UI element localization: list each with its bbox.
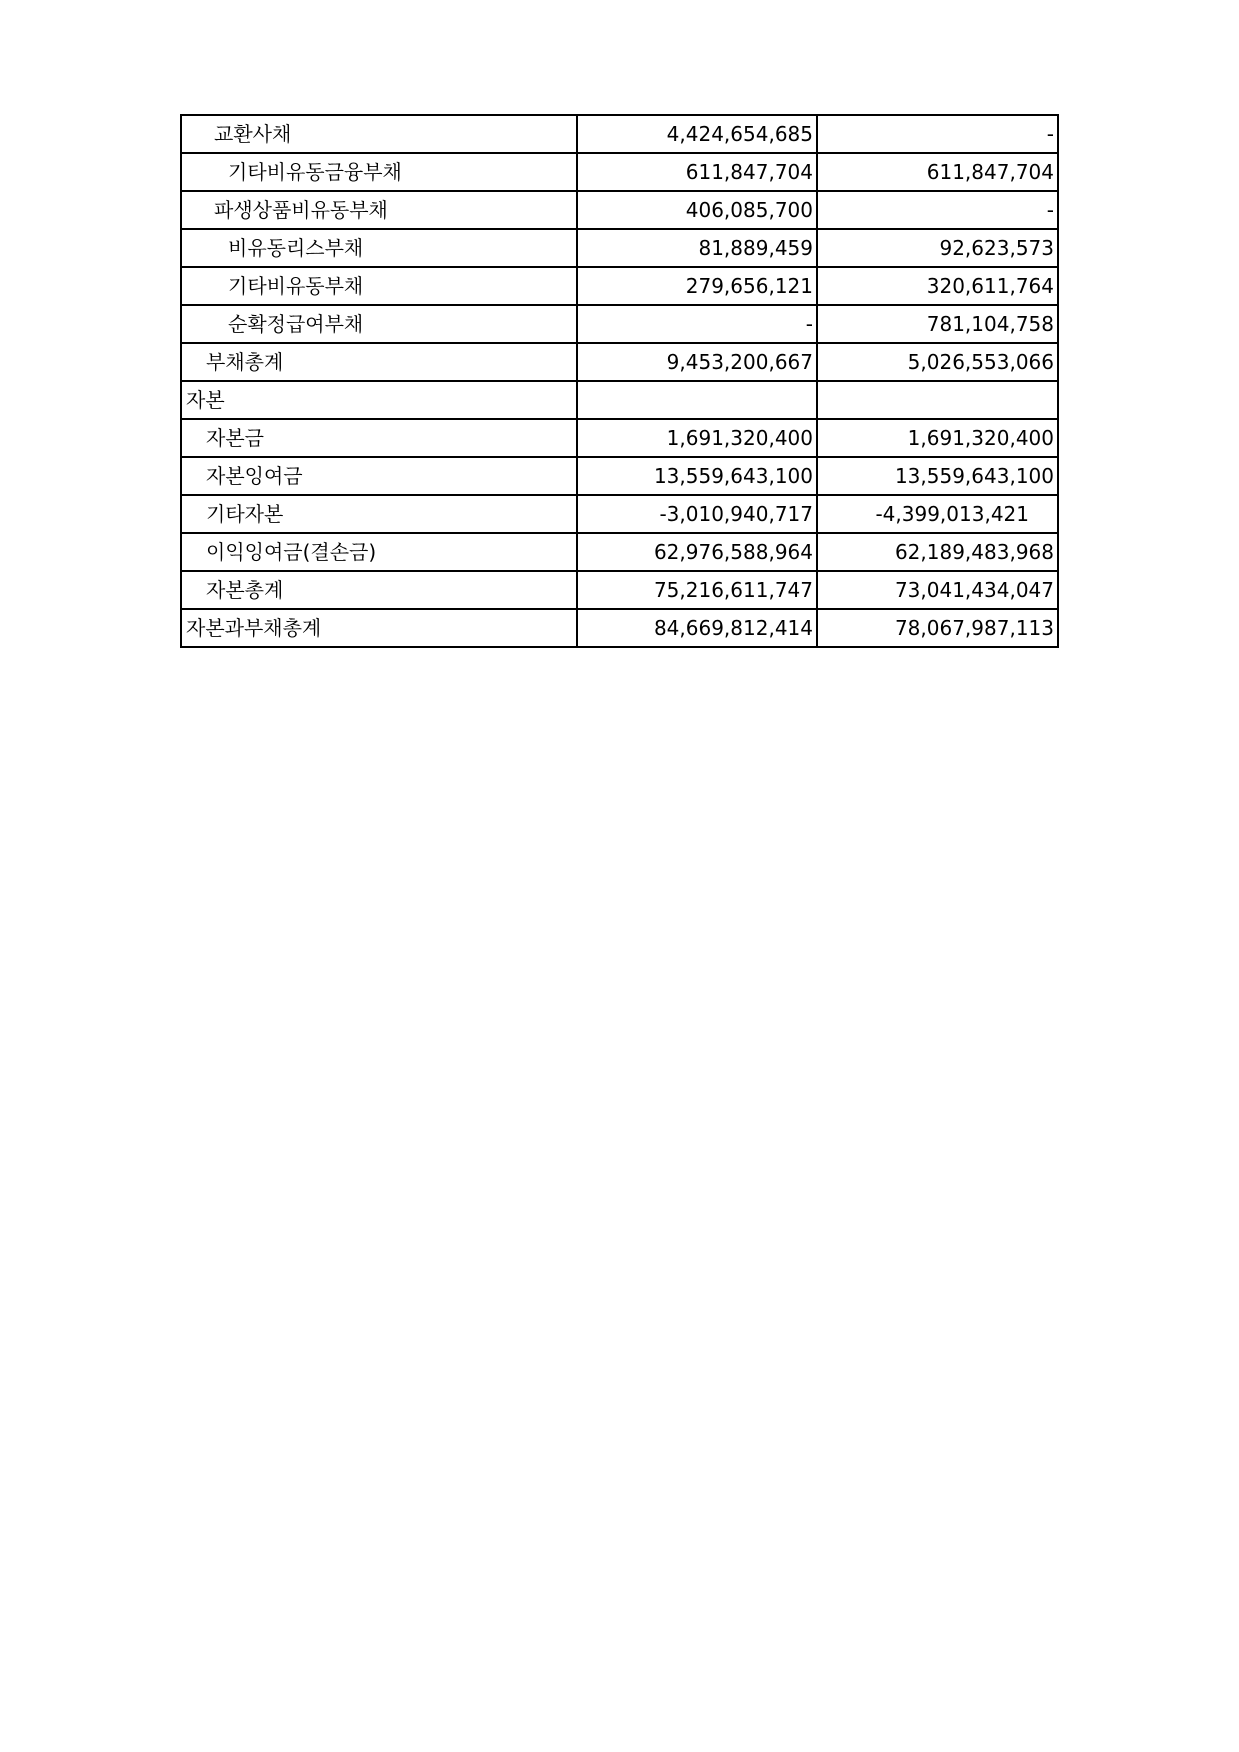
current-period-value: -3,010,940,717: [577, 495, 817, 533]
current-period-value: 62,976,588,964: [577, 533, 817, 571]
row-label: 기타비유동부채: [181, 267, 577, 305]
row-label: 이익잉여금(결손금): [181, 533, 577, 571]
current-period-value: 13,559,643,100: [577, 457, 817, 495]
prior-period-value: 320,611,764: [817, 267, 1058, 305]
row-label: 부채총계: [181, 343, 577, 381]
table-row: [181, 343, 1058, 381]
current-period-value: -: [577, 305, 817, 343]
table-row: [181, 153, 1058, 191]
row-label: 기타자본: [181, 495, 577, 533]
prior-period-value: 1,691,320,400: [817, 419, 1058, 457]
current-period-value: 84,669,812,414: [577, 609, 817, 647]
row-label: 자본과부채총계: [181, 609, 577, 647]
current-period-value: 75,216,611,747: [577, 571, 817, 609]
prior-period-value: -: [817, 115, 1058, 153]
prior-period-value: -4,399,013,421: [817, 495, 1058, 533]
row-label: 자본: [181, 381, 577, 419]
balance-sheet-table: [180, 114, 1059, 648]
prior-period-value: 611,847,704: [817, 153, 1058, 191]
current-period-value: 9,453,200,667: [577, 343, 817, 381]
prior-period-value: 62,189,483,968: [817, 533, 1058, 571]
table-row: [181, 115, 1058, 153]
prior-period-value: 781,104,758: [817, 305, 1058, 343]
table-row: [181, 495, 1058, 533]
table-row: [181, 305, 1058, 343]
prior-period-value: 78,067,987,113: [817, 609, 1058, 647]
table-row: [181, 229, 1058, 267]
row-label: 기타비유동금융부채: [181, 153, 577, 191]
table-row: [181, 457, 1058, 495]
row-label: 순확정급여부채: [181, 305, 577, 343]
current-period-value: 4,424,654,685: [577, 115, 817, 153]
current-period-value: 1,691,320,400: [577, 419, 817, 457]
prior-period-value: 13,559,643,100: [817, 457, 1058, 495]
prior-period-value: 5,026,553,066: [817, 343, 1058, 381]
prior-period-value: [817, 381, 1058, 419]
table-row: [181, 267, 1058, 305]
table-row: [181, 609, 1058, 647]
row-label: 교환사채: [181, 115, 577, 153]
table-row: [181, 571, 1058, 609]
prior-period-value: 92,623,573: [817, 229, 1058, 267]
current-period-value: 81,889,459: [577, 229, 817, 267]
current-period-value: 279,656,121: [577, 267, 817, 305]
row-label: 자본금: [181, 419, 577, 457]
current-period-value: [577, 381, 817, 419]
table-row: [181, 381, 1058, 419]
prior-period-value: 73,041,434,047: [817, 571, 1058, 609]
row-label: 파생상품비유동부채: [181, 191, 577, 229]
row-label: 자본잉여금: [181, 457, 577, 495]
current-period-value: 406,085,700: [577, 191, 817, 229]
row-label: 자본총계: [181, 571, 577, 609]
row-label: 비유동리스부채: [181, 229, 577, 267]
table-row: [181, 419, 1058, 457]
table-row: [181, 191, 1058, 229]
table-row: [181, 533, 1058, 571]
current-period-value: 611,847,704: [577, 153, 817, 191]
prior-period-value: -: [817, 191, 1058, 229]
